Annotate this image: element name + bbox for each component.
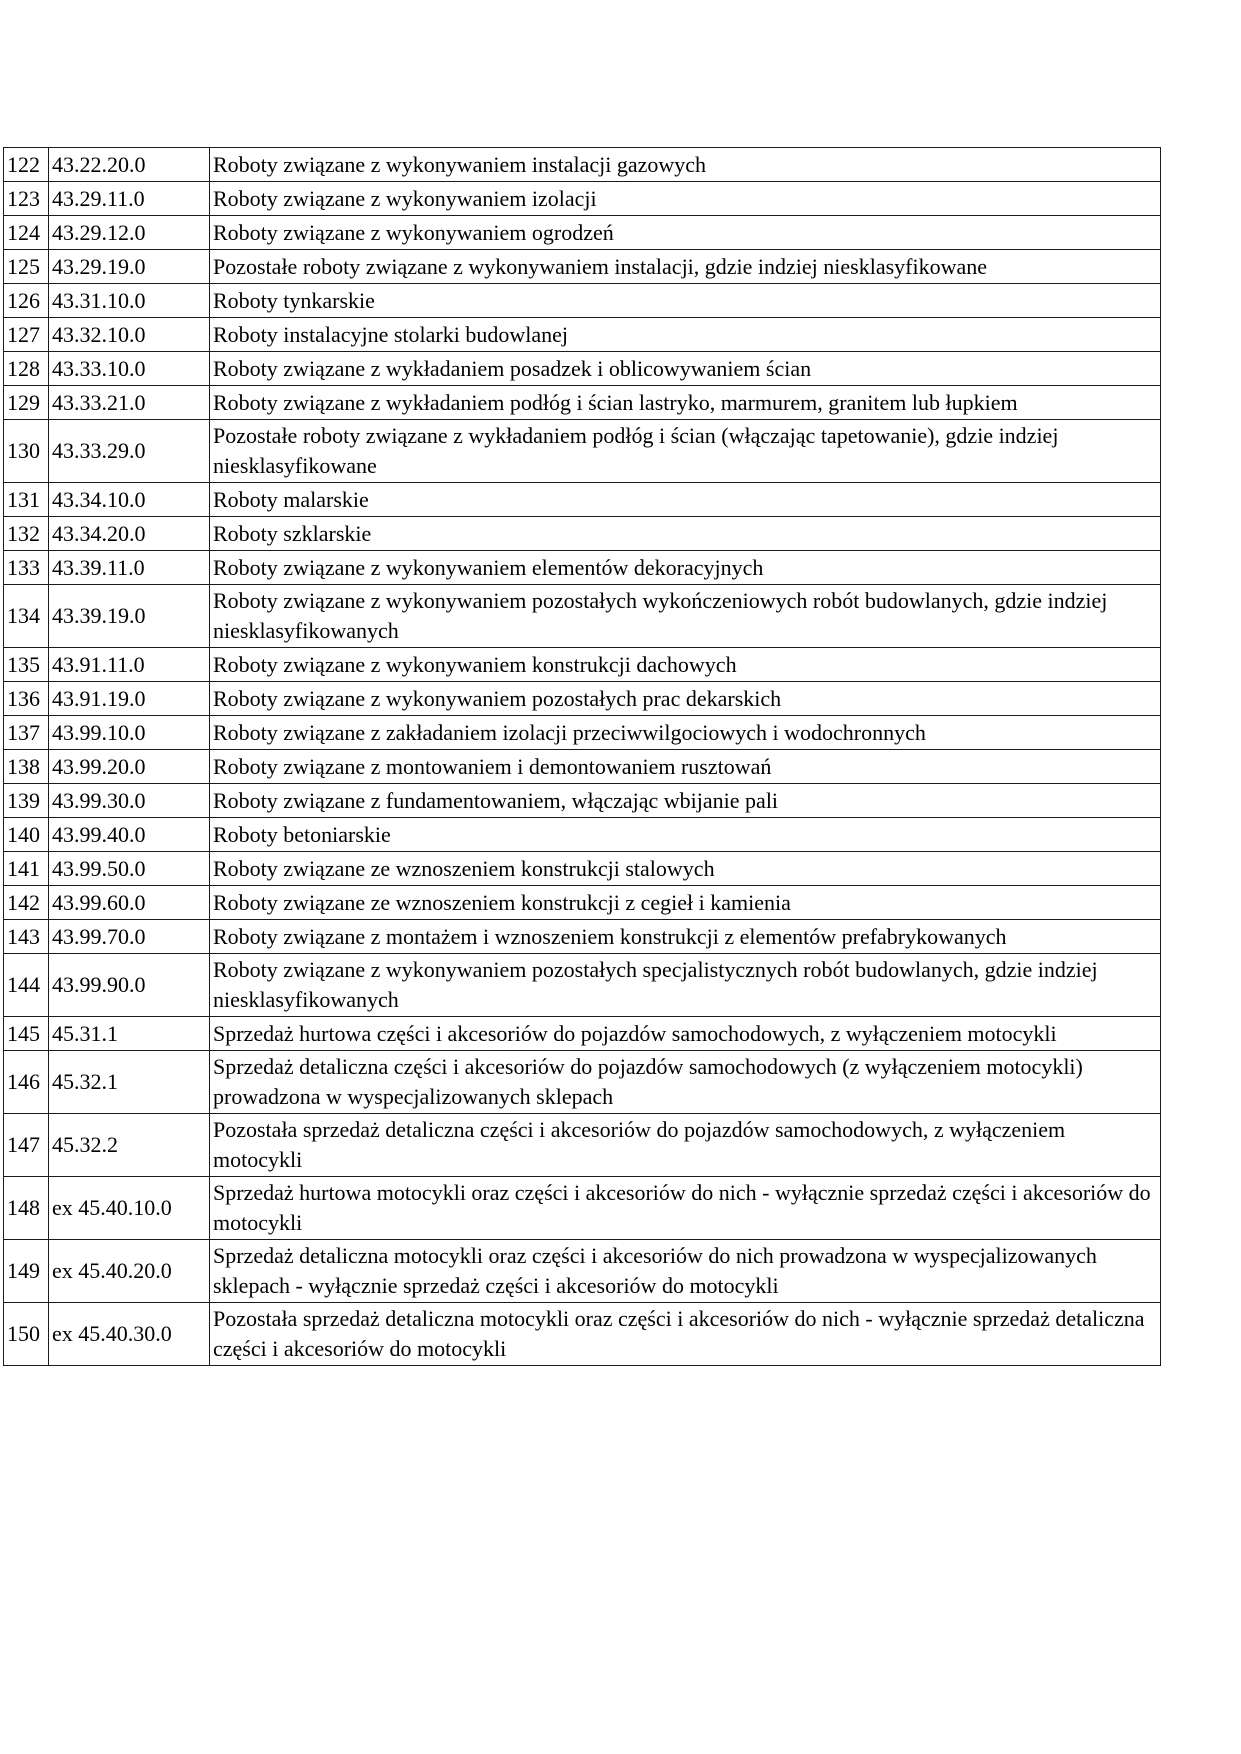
row-number-cell: 146 (4, 1051, 49, 1114)
table-row (4, 1114, 1161, 1177)
row-number-cell: 131 (4, 483, 49, 517)
row-description-cell: Roboty związane ze wznoszeniem konstrukcji z cegieł i kamienia (210, 886, 1161, 920)
row-description-cell: Roboty związane z wykonywaniem pozostałych wykończeniowych robót budowlanych, gdzie indziej niesklasyfikowanych (210, 585, 1161, 648)
table-row (4, 886, 1161, 920)
row-code-cell: 43.33.10.0 (49, 352, 210, 386)
row-number-cell: 129 (4, 386, 49, 420)
row-description-cell: Roboty związane z wykonywaniem pozostałych prac dekarskich (210, 682, 1161, 716)
row-description-cell: Roboty związane z montowaniem i demontowaniem rusztowań (210, 750, 1161, 784)
row-number-cell: 138 (4, 750, 49, 784)
table-row (4, 284, 1161, 318)
table-row (4, 318, 1161, 352)
table-row (4, 250, 1161, 284)
row-code-cell: 43.31.10.0 (49, 284, 210, 318)
row-description-cell: Roboty związane z montażem i wznoszeniem konstrukcji z elementów prefabrykowanych (210, 920, 1161, 954)
table-row (4, 216, 1161, 250)
table-row (4, 386, 1161, 420)
row-description-cell: Roboty tynkarskie (210, 284, 1161, 318)
row-code-cell: 43.99.70.0 (49, 920, 210, 954)
row-code-cell: 43.33.29.0 (49, 420, 210, 483)
row-number-cell: 145 (4, 1017, 49, 1051)
row-code-cell: 43.99.10.0 (49, 716, 210, 750)
row-number-cell: 124 (4, 216, 49, 250)
row-number-cell: 136 (4, 682, 49, 716)
table-row (4, 1051, 1161, 1114)
row-number-cell: 122 (4, 148, 49, 182)
row-number-cell: 140 (4, 818, 49, 852)
table-row (4, 483, 1161, 517)
table-body (4, 148, 1161, 1366)
row-code-cell: 43.91.19.0 (49, 682, 210, 716)
row-description-cell: Roboty szklarskie (210, 517, 1161, 551)
row-description-cell: Roboty betoniarskie (210, 818, 1161, 852)
row-code-cell: ex 45.40.30.0 (49, 1303, 210, 1366)
row-code-cell: 43.34.20.0 (49, 517, 210, 551)
row-code-cell: 43.34.10.0 (49, 483, 210, 517)
row-code-cell: 43.91.11.0 (49, 648, 210, 682)
table-row (4, 648, 1161, 682)
row-number-cell: 123 (4, 182, 49, 216)
row-description-cell: Roboty związane z wykładaniem posadzek i oblicowywaniem ścian (210, 352, 1161, 386)
table-row (4, 1017, 1161, 1051)
row-description-cell: Roboty malarskie (210, 483, 1161, 517)
row-number-cell: 150 (4, 1303, 49, 1366)
row-number-cell: 139 (4, 784, 49, 818)
table-row (4, 1177, 1161, 1240)
table-row (4, 1303, 1161, 1366)
row-description-cell: Pozostała sprzedaż detaliczna części i akcesoriów do pojazdów samochodowych, z wyłączeniem motocykli (210, 1114, 1161, 1177)
row-code-cell: 43.29.19.0 (49, 250, 210, 284)
row-number-cell: 141 (4, 852, 49, 886)
row-number-cell: 147 (4, 1114, 49, 1177)
row-description-cell: Sprzedaż hurtowa motocykli oraz części i akcesoriów do nich - wyłącznie sprzedaż części i akcesoriów do motocykli (210, 1177, 1161, 1240)
table-row (4, 954, 1161, 1017)
row-number-cell: 137 (4, 716, 49, 750)
row-description-cell: Pozostałe roboty związane z wykładaniem podłóg i ścian (włączając tapetowanie), gdzie indziej niesklasyfikowane (210, 420, 1161, 483)
row-code-cell: 45.31.1 (49, 1017, 210, 1051)
row-description-cell: Sprzedaż detaliczna części i akcesoriów do pojazdów samochodowych (z wyłączeniem motocykli) prowadzona w wyspecjalizowanych sklepach (210, 1051, 1161, 1114)
row-description-cell: Roboty związane z wykonywaniem konstrukcji dachowych (210, 648, 1161, 682)
row-code-cell: 45.32.2 (49, 1114, 210, 1177)
table-row (4, 182, 1161, 216)
table-row (4, 517, 1161, 551)
row-code-cell: 43.22.20.0 (49, 148, 210, 182)
row-description-cell: Pozostała sprzedaż detaliczna motocykli oraz części i akcesoriów do nich - wyłącznie sprzedaż detaliczna części i akcesoriów do motocykli (210, 1303, 1161, 1366)
table-row (4, 420, 1161, 483)
row-number-cell: 128 (4, 352, 49, 386)
row-description-cell: Sprzedaż detaliczna motocykli oraz części i akcesoriów do nich prowadzona w wyspecjalizowanych sklepach - wyłącznie sprzedaż części i akcesoriów do motocykli (210, 1240, 1161, 1303)
row-description-cell: Roboty instalacyjne stolarki budowlanej (210, 318, 1161, 352)
row-number-cell: 148 (4, 1177, 49, 1240)
table-row (4, 551, 1161, 585)
row-description-cell: Roboty związane z wykonywaniem elementów dekoracyjnych (210, 551, 1161, 585)
row-code-cell: 43.99.20.0 (49, 750, 210, 784)
row-number-cell: 144 (4, 954, 49, 1017)
row-description-cell: Roboty związane z wykonywaniem instalacji gazowych (210, 148, 1161, 182)
row-code-cell: ex 45.40.10.0 (49, 1177, 210, 1240)
row-code-cell: 43.29.11.0 (49, 182, 210, 216)
table-row (4, 1240, 1161, 1303)
row-code-cell: 43.39.11.0 (49, 551, 210, 585)
row-description-cell: Roboty związane z wykładaniem podłóg i ścian lastryko, marmurem, granitem lub łupkiem (210, 386, 1161, 420)
row-number-cell: 143 (4, 920, 49, 954)
row-code-cell: 43.99.30.0 (49, 784, 210, 818)
row-description-cell: Roboty związane z wykonywaniem izolacji (210, 182, 1161, 216)
table-row (4, 784, 1161, 818)
table-row (4, 148, 1161, 182)
row-description-cell: Roboty związane ze wznoszeniem konstrukcji stalowych (210, 852, 1161, 886)
row-description-cell: Sprzedaż hurtowa części i akcesoriów do pojazdów samochodowych, z wyłączeniem motocykli (210, 1017, 1161, 1051)
row-number-cell: 130 (4, 420, 49, 483)
row-description-cell: Pozostałe roboty związane z wykonywaniem instalacji, gdzie indziej niesklasyfikowane (210, 250, 1161, 284)
row-code-cell: ex 45.40.20.0 (49, 1240, 210, 1303)
row-code-cell: 43.32.10.0 (49, 318, 210, 352)
row-code-cell: 43.39.19.0 (49, 585, 210, 648)
row-number-cell: 134 (4, 585, 49, 648)
row-number-cell: 142 (4, 886, 49, 920)
table-row (4, 920, 1161, 954)
table-row (4, 352, 1161, 386)
row-number-cell: 125 (4, 250, 49, 284)
row-description-cell: Roboty związane z zakładaniem izolacji przeciwwilgociowych i wodochronnych (210, 716, 1161, 750)
table-row (4, 585, 1161, 648)
pkwiu-classification-table (3, 147, 1161, 1366)
row-code-cell: 43.29.12.0 (49, 216, 210, 250)
row-description-cell: Roboty związane z wykonywaniem pozostałych specjalistycznych robót budowlanych, gdzie indziej niesklasyfikowanych (210, 954, 1161, 1017)
row-number-cell: 133 (4, 551, 49, 585)
row-code-cell: 43.33.21.0 (49, 386, 210, 420)
table-row (4, 716, 1161, 750)
row-description-cell: Roboty związane z wykonywaniem ogrodzeń (210, 216, 1161, 250)
row-code-cell: 45.32.1 (49, 1051, 210, 1114)
row-code-cell: 43.99.50.0 (49, 852, 210, 886)
row-number-cell: 149 (4, 1240, 49, 1303)
table-row (4, 750, 1161, 784)
row-code-cell: 43.99.60.0 (49, 886, 210, 920)
row-code-cell: 43.99.40.0 (49, 818, 210, 852)
table-row (4, 818, 1161, 852)
row-number-cell: 127 (4, 318, 49, 352)
row-number-cell: 126 (4, 284, 49, 318)
table-row (4, 682, 1161, 716)
row-number-cell: 135 (4, 648, 49, 682)
table-row (4, 852, 1161, 886)
row-code-cell: 43.99.90.0 (49, 954, 210, 1017)
row-number-cell: 132 (4, 517, 49, 551)
row-description-cell: Roboty związane z fundamentowaniem, włączając wbijanie pali (210, 784, 1161, 818)
